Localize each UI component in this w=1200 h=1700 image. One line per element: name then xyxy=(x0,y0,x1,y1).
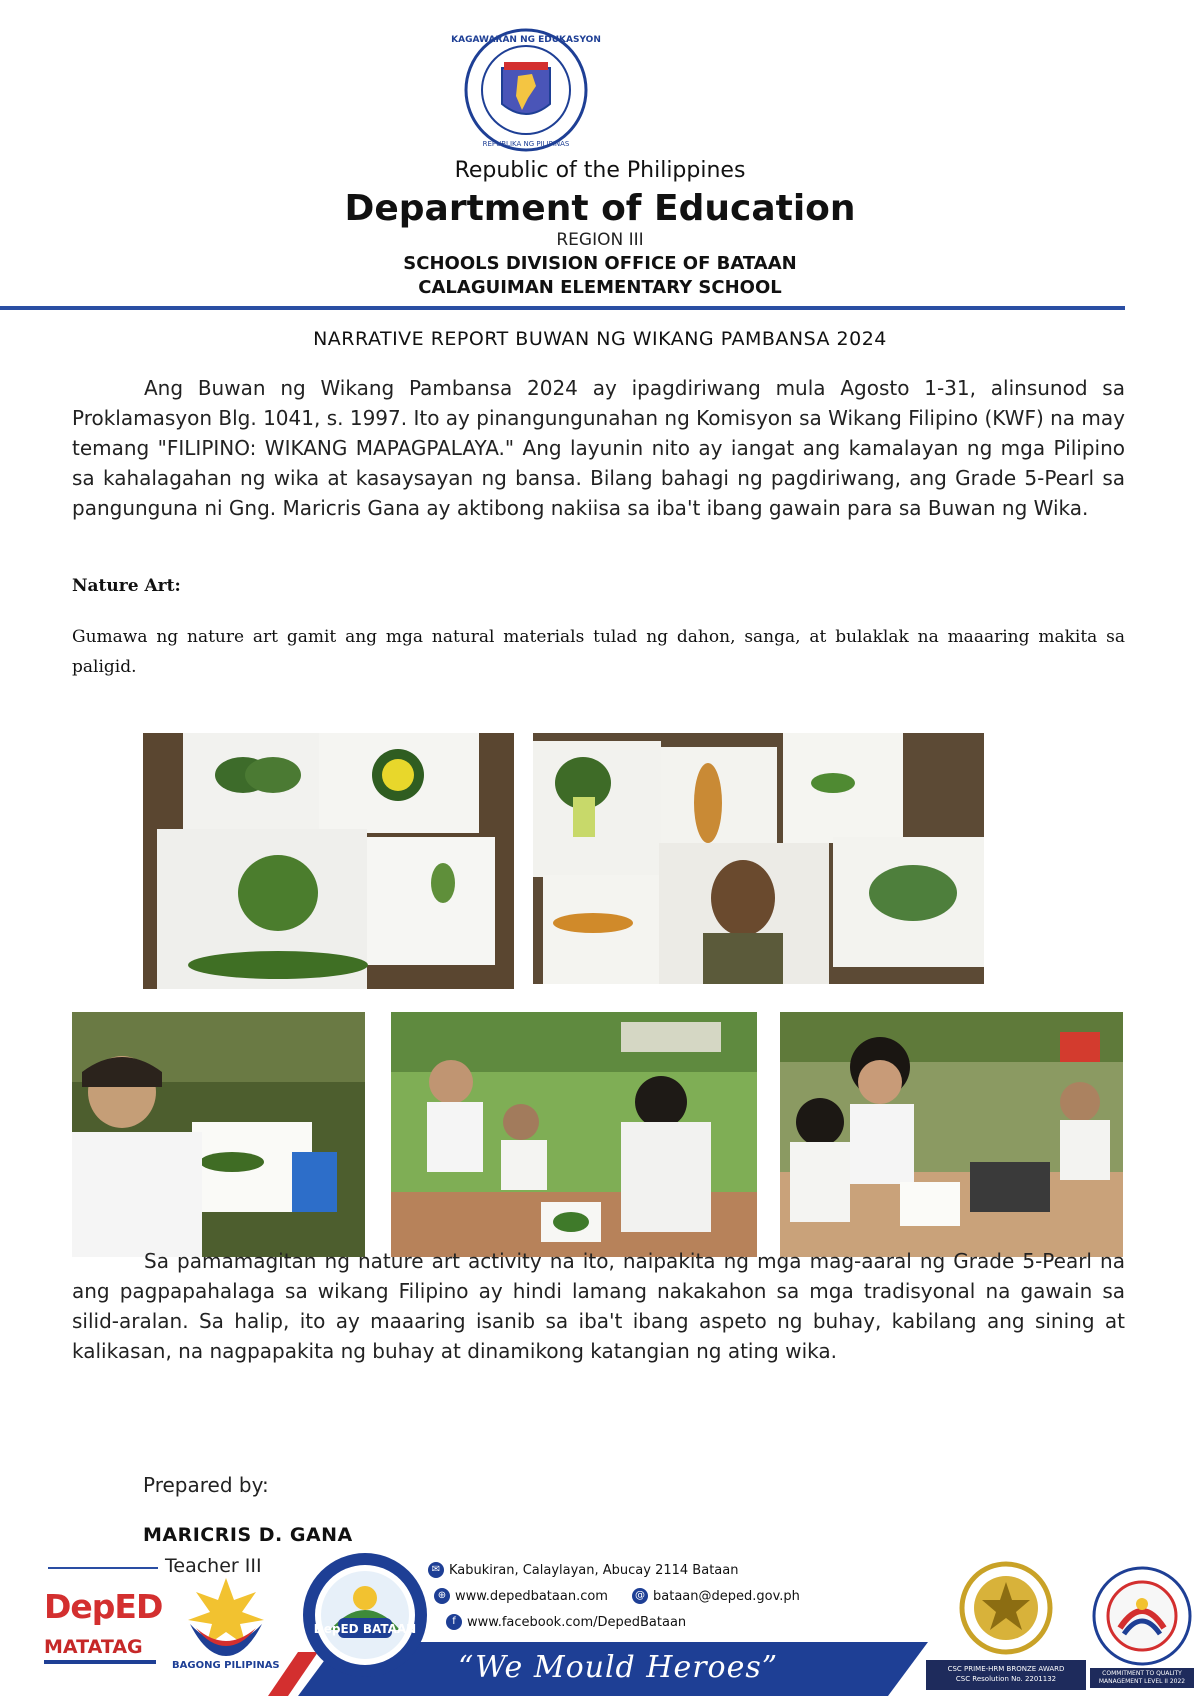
prepared-by-label: Prepared by: xyxy=(143,1473,269,1497)
bagong-pilipinas-logo xyxy=(176,1576,276,1656)
school-heading: CALAGUIMAN ELEMENTARY SCHOOL xyxy=(418,277,782,298)
photo-leaf-art-animals xyxy=(143,733,514,989)
deped-logo-text: DepED xyxy=(44,1587,163,1626)
intro-paragraph: Ang Buwan ng Wikang Pambansa 2024 ay ipagdiriwang mula Agosto 1-31, alinsunod sa Proklamasyon Blg. 1041, s. 1997. Ito ay pinangungunahan ng Komisyon sa Wikang Filipino (KWF) na may temang "FILIPINO: WIKANG MAPAGPALAYA." Ang layunin nito ay iangat ang kamalayan ng mga Pilipino sa kahalagahan ng wika at kasaysayan ng bansa. Bilang bahagi ng pagdiriwang, ang Grade 5-Pearl sa pangunguna ni Gng. Maricris Gana ay aktibong nakiisa sa iba't ibang gawain para sa Buwan ng Wika. xyxy=(72,376,1125,520)
photo-student-leaf-art-2 xyxy=(391,1012,757,1257)
csc-award-logo xyxy=(958,1560,1054,1656)
footer-facebook[interactable] xyxy=(446,1614,686,1630)
footer-motto: “We Mould Heroes” xyxy=(458,1650,779,1685)
sdo-seal-text: DepED BATAAN xyxy=(313,1622,417,1636)
matatag-underline xyxy=(44,1660,156,1664)
email-icon: @ xyxy=(632,1588,648,1604)
deped-logo xyxy=(44,1587,162,1626)
mail-icon: ✉ xyxy=(428,1562,444,1578)
email-text[interactable]: bataan@deped.gov.ph xyxy=(653,1588,800,1604)
signature-line xyxy=(48,1567,158,1569)
csc-award-label xyxy=(926,1660,1086,1690)
photo-leaf-art-portrait xyxy=(533,733,984,984)
region-heading: REGION III xyxy=(556,230,644,250)
division-heading: SCHOOLS DIVISION OFFICE OF BATAAN xyxy=(403,253,797,274)
report-title: NARRATIVE REPORT BUWAN NG WIKANG PAMBANSA 2024 xyxy=(313,328,887,350)
sdo-bataan-seal xyxy=(300,1550,430,1680)
globe-icon: ⊕ xyxy=(434,1588,450,1604)
republic-heading: Republic of the Philippines xyxy=(454,158,746,183)
bagong-pilipinas-label: BAGONG PILIPINAS xyxy=(172,1660,280,1671)
department-heading: Department of Education xyxy=(344,188,856,229)
activity-description: Gumawa ng nature art gamit ang mga natural materials tulad ng dahon, sanga, at bulaklak na maaaring makita sa paligid. xyxy=(72,627,1125,677)
seal-top-text: KAGAWARAN NG EDUKASYON xyxy=(451,35,601,45)
signer-name: MARICRIS D. GANA xyxy=(143,1524,353,1546)
award1-sub: CSC Resolution No. 2201132 xyxy=(955,1675,1057,1683)
matatag-logo: MATATAG xyxy=(44,1636,143,1658)
signer-position: Teacher III xyxy=(165,1555,262,1577)
address-text: Kabukiran, Calaylayan, Abucay 2114 Bataan xyxy=(449,1562,739,1578)
header-divider xyxy=(0,306,1125,310)
website-text[interactable]: www.depedbataan.com xyxy=(455,1588,608,1604)
seal-bottom-text: REPUBLIKA NG PILIPINAS xyxy=(482,140,570,148)
footer-website[interactable] xyxy=(434,1588,608,1604)
facebook-icon: f xyxy=(446,1614,462,1630)
facebook-text[interactable]: www.facebook.com/DepedBataan xyxy=(467,1614,687,1630)
photo-student-leaf-art-1 xyxy=(72,1012,365,1257)
award1-title: CSC PRIME-HRM BRONZE AWARD xyxy=(947,1665,1065,1673)
footer-address xyxy=(428,1562,738,1578)
quality-management-award-label: COMMITMENT TO QUALITY MANAGEMENT LEVEL II 2022 xyxy=(1090,1668,1194,1688)
quality-management-award-logo xyxy=(1090,1564,1194,1668)
deped-seal-logo xyxy=(451,26,601,154)
footer-email[interactable] xyxy=(632,1588,800,1604)
activity-heading: Nature Art: xyxy=(72,576,181,596)
photo-student-leaf-art-3 xyxy=(780,1012,1123,1257)
conclusion-paragraph: Sa pamamagitan ng nature art activity na ito, naipakita ng mga mag-aaral ng Grade 5-Pearl na ang pagpapahalaga sa wikang Filipino ay hindi lamang nakakahon sa mga tradisyonal na gawain sa silid-aralan. Sa halip, ito ay maaaring isanib sa iba't ibang aspeto ng buhay, kabilang ang sining at kalikasan, na nagpapakita ng buhay at dinamikong katangian ng ating wika. xyxy=(72,1249,1125,1363)
